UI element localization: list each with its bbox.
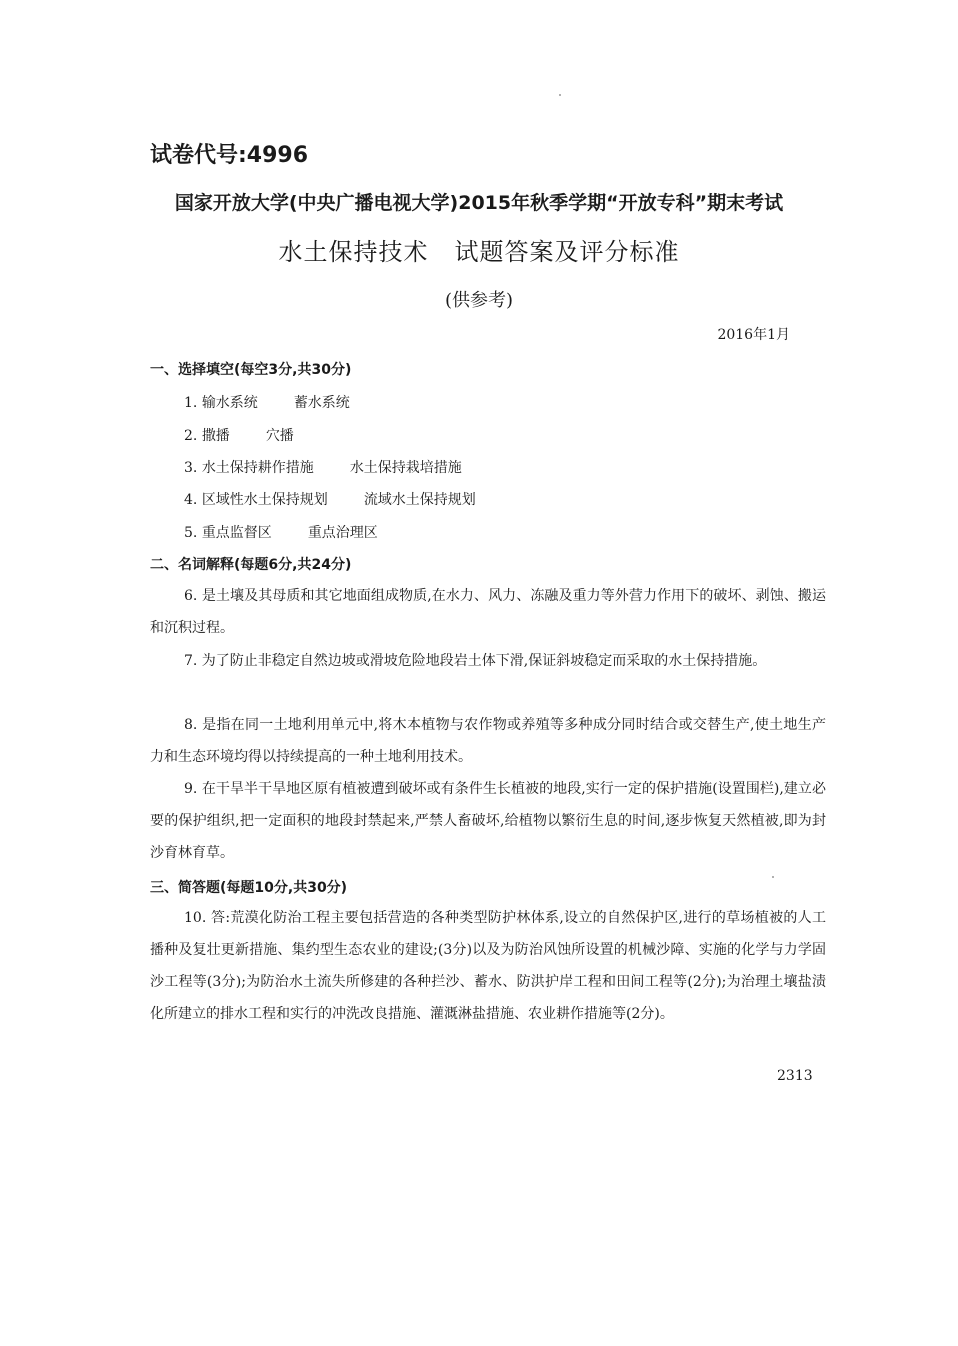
section-heading-short-answer: 三、简答题(每题10分,共30分): [150, 880, 348, 896]
scan-speck: [559, 94, 561, 96]
definition-answer: 8. 是指在同一土地利用单元中,将木本植物与农作物或养殖等多种成分同时结合或交替生产,使土地生产力和生态环境均得以持续提高的一种土地利用技术。: [150, 717, 826, 765]
item-number: 3.: [184, 460, 198, 476]
answer-a: 撒播: [201, 428, 230, 444]
reference-note: (供参考): [444, 290, 514, 311]
answer-item: [184, 522, 378, 542]
answer-a: 区域性水土保持规划: [201, 492, 328, 508]
answer-b: 水土保持栽培措施: [349, 460, 462, 476]
item-number: 5.: [184, 525, 198, 541]
exam-title: 国家开放大学(中央广播电视大学)2015年秋季学期“开放专科”期末考试: [174, 192, 784, 214]
subject-name: 水土保持技术: [278, 238, 429, 266]
answer-a: 重点监督区: [201, 525, 272, 541]
answer-a: 输水系统: [201, 395, 258, 411]
answer-a: 水土保持耕作措施: [201, 460, 314, 476]
answer-item: [184, 392, 350, 412]
section-heading-fill-in: 一、选择填空(每空3分,共30分): [150, 362, 352, 378]
page-number: 2313: [777, 1068, 813, 1084]
section-heading-definitions: 二、名词解释(每题6分,共24分): [150, 557, 352, 573]
definition-answer: 9. 在干旱半干旱地区原有植被遭到破坏或有条件生长植被的地段,实行一定的保护措施(设置围栏),建立必要的保护组织,把一定面积的地段封禁起来,严禁人畜破坏,给植物以繁衍生息的时间,逐步恢复天然植被,即为封沙育林育草。: [150, 781, 826, 861]
answer-item: [184, 489, 476, 509]
answer-b: 蓄水系统: [293, 395, 350, 411]
document-type: 试题答案及评分标准: [454, 238, 680, 266]
paper-code: 试卷代号:4996: [150, 143, 309, 168]
item-number: 1.: [184, 395, 198, 411]
answer-b: 流域水土保持规划: [363, 492, 476, 508]
definition-answer: 6. 是土壤及其母质和其它地面组成物质,在水力、风力、冻融及重力等外营力作用下的破坏、剥蚀、搬运和沉积过程。: [150, 588, 826, 636]
exam-date: 2016年1月: [717, 327, 790, 343]
item-number: 4.: [184, 492, 198, 508]
definition-answer: 7. 为了防止非稳定自然边坡或滑坡危险地段岩土体下滑,保证斜坡稳定而采取的水土保持措施。: [184, 653, 767, 669]
item-number: 2.: [184, 428, 198, 444]
answer-item: [184, 425, 294, 445]
scan-speck: [772, 876, 774, 878]
document-title: [0, 232, 958, 267]
answer-b: 重点治理区: [307, 525, 378, 541]
answer-b: 穴播: [265, 428, 294, 444]
short-answer: 10. 答:荒漠化防治工程主要包括营造的各种类型防护林体系,设立的自然保护区,进行的草场植被的人工播种及复壮更新措施、集约型生态农业的建设;(3分)以及为防治风蚀所设置的机械沙障、实施的化学与力学固沙工程等(3分);为防治水土流失所修建的各种拦沙、蓄水、防洪护岸工程和田间工程等(2分);为治理土壤盐渍化所建立的排水工程和实行的冲洗改良措施、灌溉淋盐措施、农业耕作措施等(2分)。: [150, 910, 826, 1022]
answer-item: [184, 457, 462, 477]
